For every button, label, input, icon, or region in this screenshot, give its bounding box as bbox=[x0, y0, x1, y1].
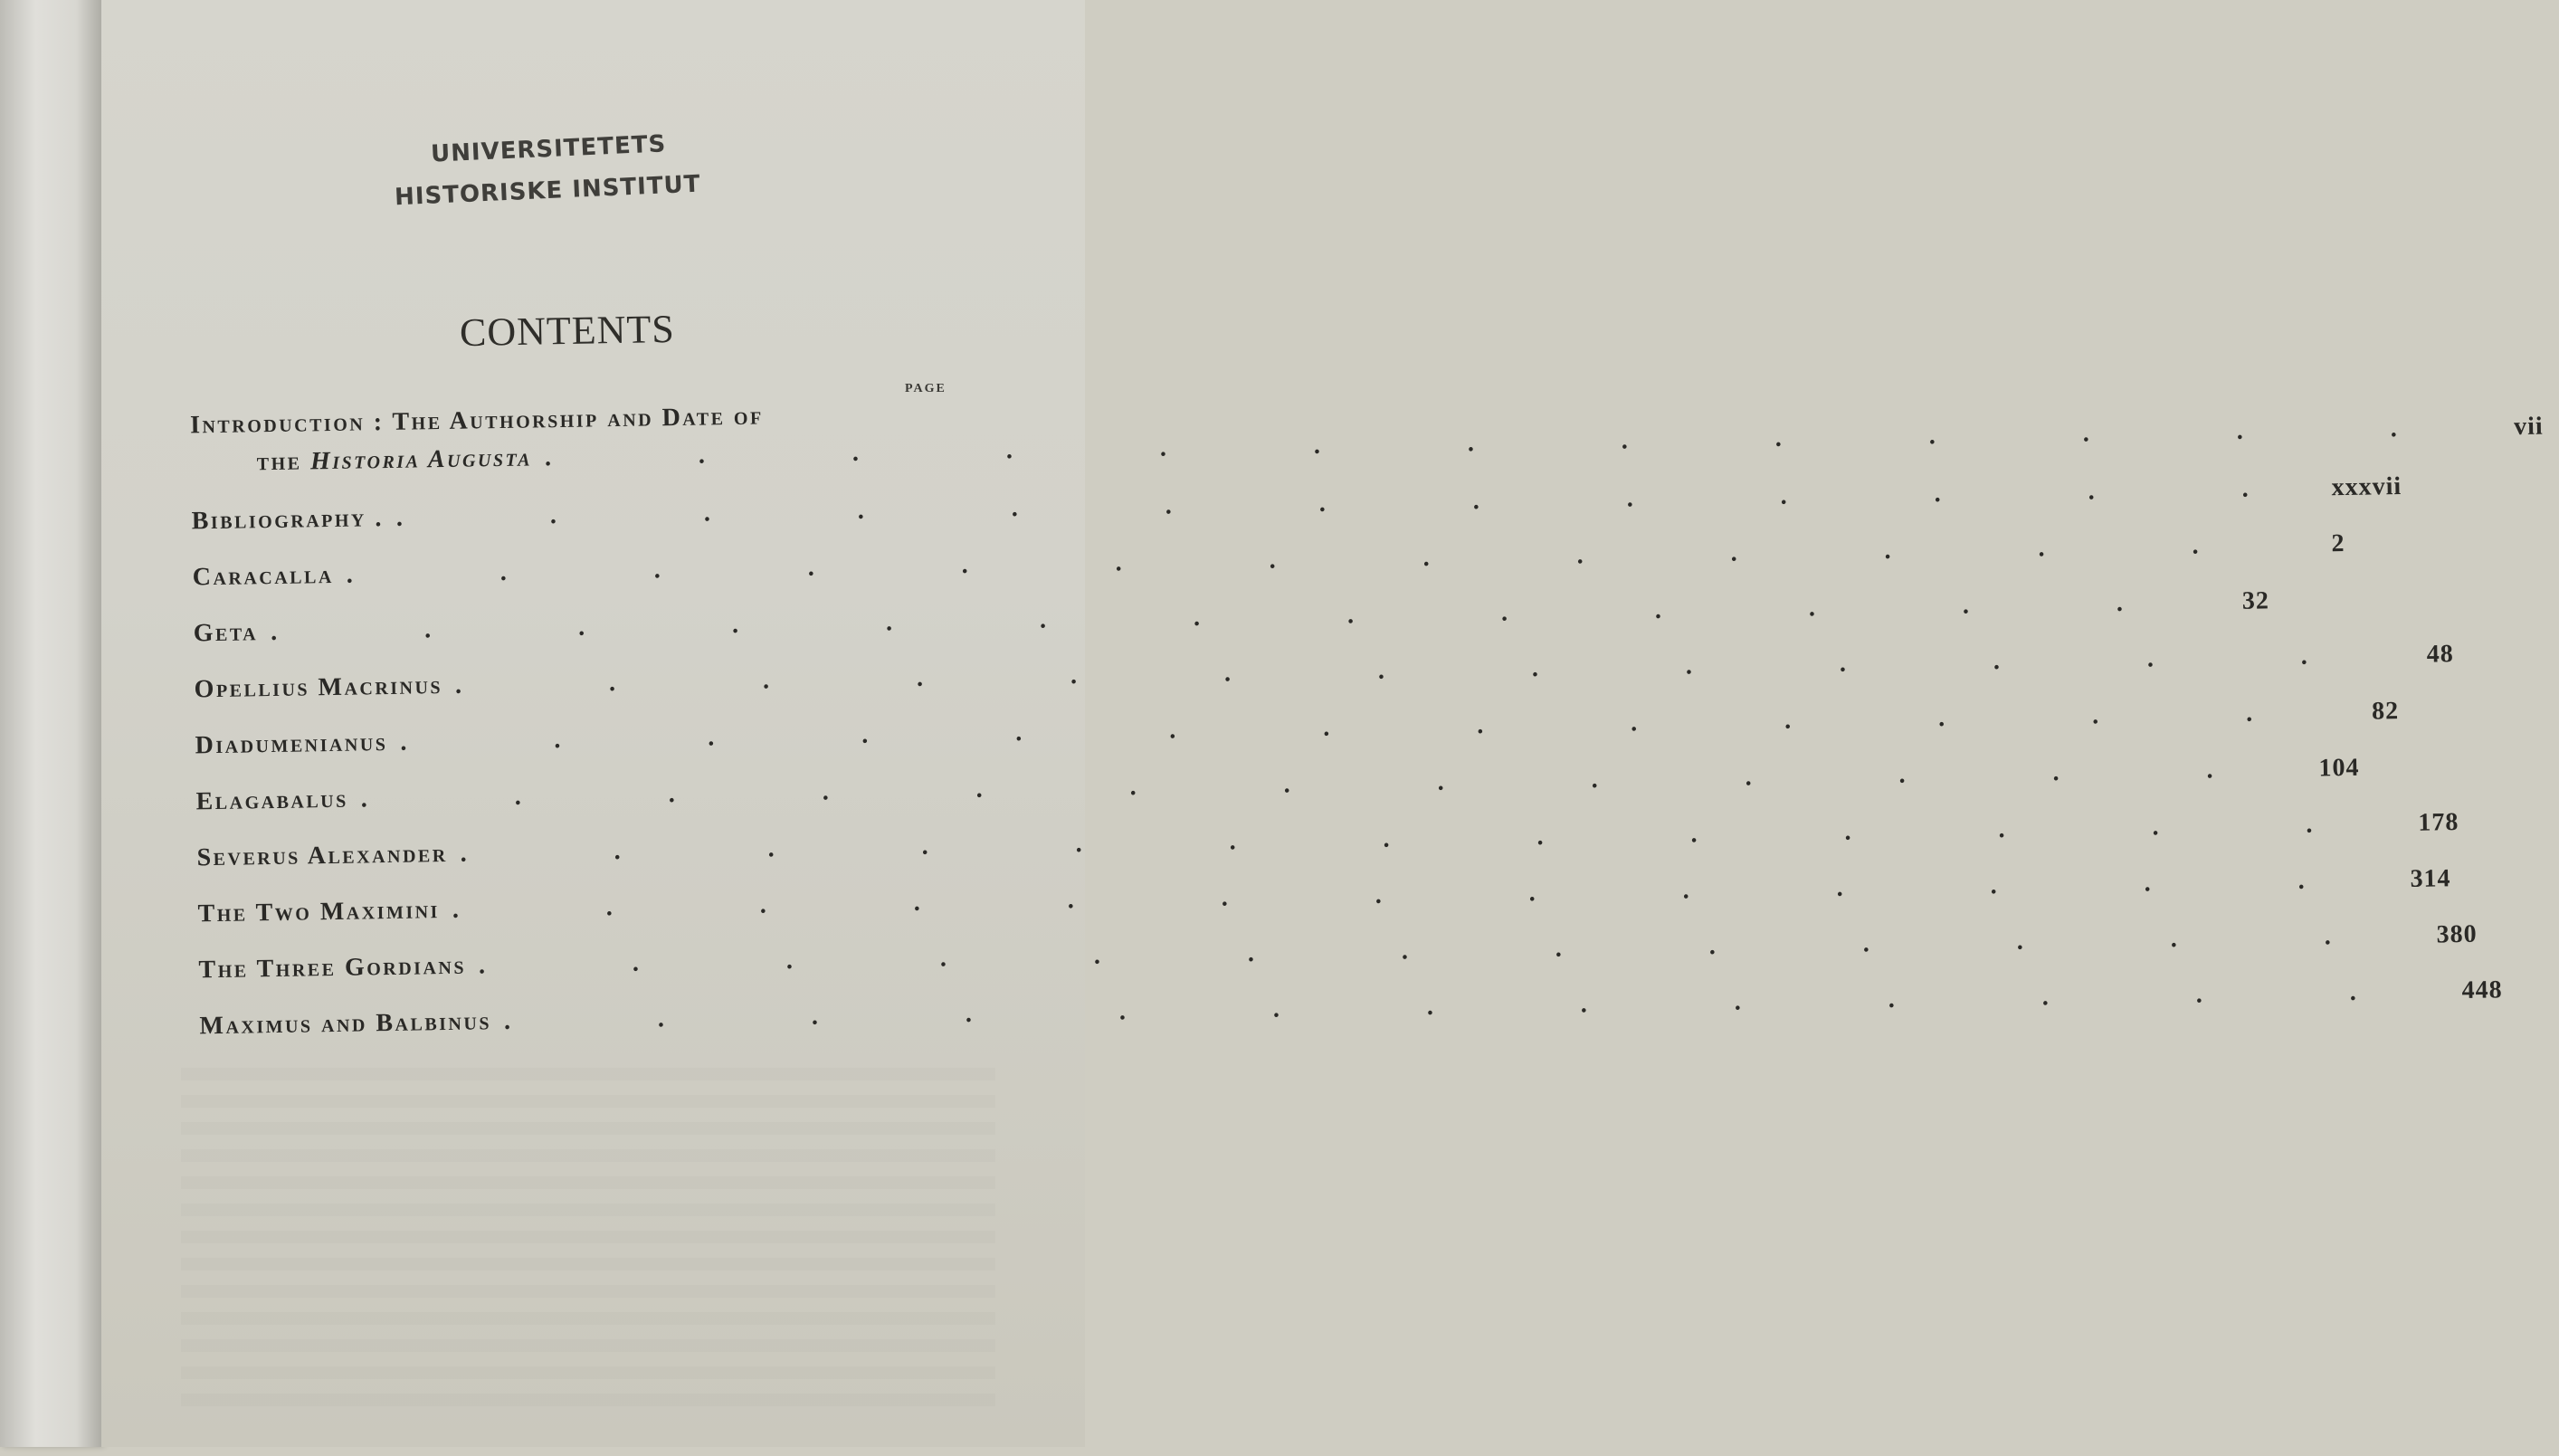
toc-entry-title: Elagabalus bbox=[195, 785, 348, 816]
toc-entry-title: The Two Maximini bbox=[197, 896, 441, 928]
toc-entry-geta[interactable] bbox=[193, 586, 2270, 656]
dot-leader: . . . . . . . . . . . . . bbox=[270, 587, 2194, 647]
library-stamp-line-1: UNIVERSITETETS bbox=[430, 130, 667, 168]
toc-entry-page: 104 bbox=[2318, 753, 2360, 783]
toc-entry-three-gordians[interactable] bbox=[198, 919, 2478, 993]
dot-leader: . . . . . . . . . . . . . bbox=[452, 865, 2375, 924]
toc-entry-page: xxxvii bbox=[2331, 472, 2402, 502]
dot-leader: . . . . . . . . . . . . . bbox=[360, 755, 2284, 814]
toc-entry-page: 448 bbox=[2461, 975, 2503, 1005]
dot-leader: . . . . . . . . . . . . . bbox=[400, 698, 2324, 757]
dot-leader: . . . . . . . . . . . . . bbox=[395, 473, 2319, 532]
library-stamp-line-2: HISTORISKE INSTITUT bbox=[394, 170, 702, 212]
toc-entry-title: Caracalla bbox=[192, 560, 335, 592]
dot-leader: . . . . . . . . . . . . . bbox=[544, 413, 2468, 472]
toc-entry-title: Opellius Macrinus bbox=[194, 671, 443, 704]
dot-leader: . . . . . . . . . . . . . bbox=[503, 976, 2427, 1036]
page-title: CONTENTS bbox=[459, 306, 676, 356]
toc-entry-page: 82 bbox=[2371, 697, 2400, 726]
toc-entry-page: 314 bbox=[2410, 864, 2451, 893]
toc-entry-page: 2 bbox=[2331, 529, 2345, 558]
toc-entry-page: 32 bbox=[2241, 586, 2270, 615]
dot-leader: . . . . . . . . . . . . . bbox=[454, 641, 2379, 699]
toc-entry-page: vii bbox=[2513, 412, 2544, 442]
dot-leader: . . . . . . . . . . . . . bbox=[346, 530, 2269, 589]
page-column-label: PAGE bbox=[905, 382, 947, 395]
toc-entry-elagabalus[interactable] bbox=[195, 753, 2360, 824]
toc-entry-title: the Historia Augusta bbox=[256, 443, 533, 477]
toc-entry-title: Introduction : The Authorship and Date of bbox=[189, 402, 764, 440]
dot-leader: . . . . . . . . . . . . . bbox=[460, 809, 2383, 868]
toc-entry-page: 178 bbox=[2418, 808, 2459, 837]
toc-entry-title: Bibliography . bbox=[191, 504, 385, 536]
toc-entry-title: Maximus and Balbinus bbox=[199, 1007, 492, 1041]
toc-entry-page: 48 bbox=[2426, 640, 2455, 669]
toc-entry-title: Severus Alexander bbox=[196, 839, 448, 872]
toc-entry-two-maximini[interactable] bbox=[197, 864, 2451, 937]
toc-entry-title: Geta bbox=[193, 618, 259, 648]
toc-entry-maximus-and-balbinus[interactable] bbox=[199, 975, 2503, 1048]
dot-leader: . . . . . . . . . . . . . bbox=[478, 921, 2402, 980]
toc-entry-title: Diadumenianus bbox=[195, 728, 388, 760]
toc-entry-title: The Three Gordians bbox=[198, 951, 467, 985]
toc-entry-caracalla[interactable] bbox=[192, 529, 2345, 600]
toc-entry-page: 380 bbox=[2436, 919, 2478, 949]
toc-entry-bibliography[interactable] bbox=[191, 472, 2402, 544]
